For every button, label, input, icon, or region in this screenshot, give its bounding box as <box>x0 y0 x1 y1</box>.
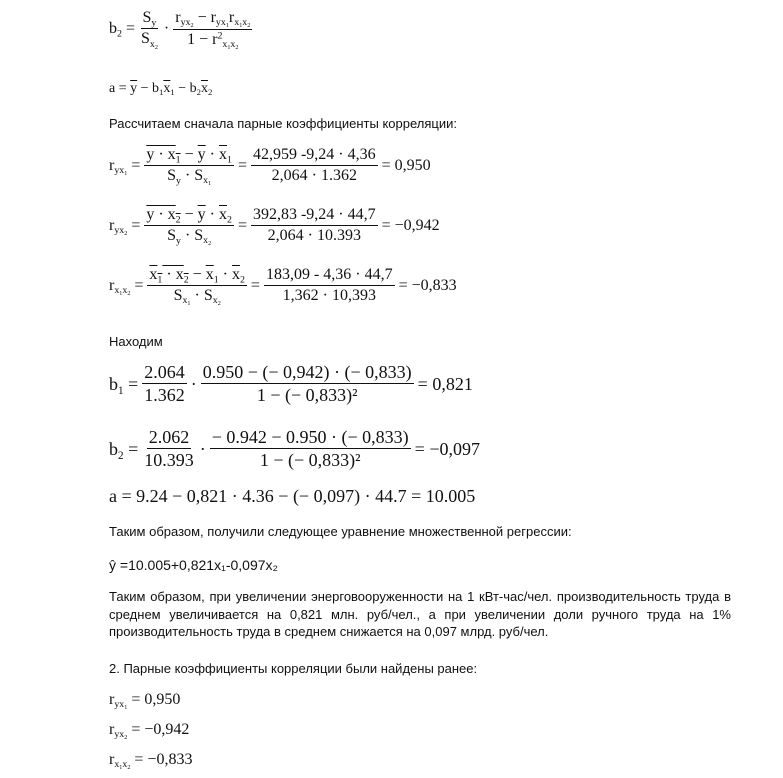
interpretation-paragraph: Таким образом, при увеличении энерговооруженности на 1 кВт-час/чел. производительность труда в среднем увеличивается на 0,821 млн. руб/чел., а при увеличении доли ручного труда на 1% производительность труда в среднем снижается на 0,097 млрд. руб/чел. <box>109 589 731 640</box>
summary-ryx1: $r_{yx_1} = 0,950$ <box>109 691 181 712</box>
equation-intro: Таким образом, получили следующее уравнение множественной регрессии: <box>109 524 572 539</box>
fraction: $\frac{S_y}{S_{x_2}}$ <box>140 9 158 51</box>
formula-b1: $b_1$ = $\frac{2.064}{1.362}$ · $\frac{0.950 - (- 0,942) \cdot (- 0,833)}{\text{1 − (− 0,833)²}}$ = 0,821 <box>109 362 473 405</box>
intro-text: Рассчитаем сначала парные коэффициенты корреляции: <box>109 116 457 131</box>
section-2-heading: 2. Парные коэффициенты корреляции были найдены ранее: <box>109 661 478 676</box>
correlation-ryx1: $r_{yx_1}$ = $\frac{y \cdot x_1 - \overline{y} \cdot \overline{x}_1}{S_y \cdot S_{x_1}}$ = $\frac{42,959 -9,24 \cdot 4,36}{2,064 \cdot 1.362}$ = 0,950 <box>109 146 431 188</box>
correlation-ryx2: $r_{yx_2}$ = $\frac{y \cdot x_2 - \overline{y} \cdot \overline{x}_2}{S_y \cdot S_{x_2}}$ = $\frac{392,83 -9,24 \cdot 44,7}{2,064 \cdot 10.393}$ = −0,942 <box>109 206 440 248</box>
formula-a-general: $a = \overline{y} - b_1\overline{x}_1 - b_2\overline{x}_2$ <box>109 81 213 98</box>
summary-ryx2: $r_{yx_2} = -0,942$ <box>109 721 190 742</box>
formula-a-calc: a = 9.24 − 0,821 · 4.36 − (− 0,097) · 44.7 = 10.005 <box>109 486 476 506</box>
regression-equation: ŷ =10.005+0,821x₁-0,097x₂ <box>109 557 278 573</box>
formula-b2-general: $b_2$ = $\frac{S_y}{S_{x_2}}$ · $\frac{r_{yx_2} - r_{yx_1}r_{x_1x_2}}{1 - r^2_{x_1x_2}}$ <box>109 9 251 52</box>
finding-label: Находим <box>109 334 163 349</box>
formula-b2: $b_2$ = $\frac{2.062}{10.393}$ · $\frac{- 0.942 - 0.950 \cdot (- 0,833)}{\text{1 − (− 0,833)²}}$ = −0,097 <box>109 427 480 470</box>
summary-rx1x2: $r_{x_1x_2} = -0,833$ <box>109 751 193 772</box>
correlation-rx1x2: $r_{x_1x_2}$ = $\frac{x_1 \cdot x_2 - \overline{x}_1 \cdot \overline{x}_2}{S_{x_1} \cdot S_{x_2}}$ = $\frac{183,09 - 4,36 \cdot 44,7}{1,362 \cdot 10,393}$ = −0,833 <box>109 266 457 308</box>
fraction: $\frac{r_{yx_2} - r_{yx_1}r_{x_1x_2}}{1 - r^2_{x_1x_2}}$ <box>175 9 251 52</box>
